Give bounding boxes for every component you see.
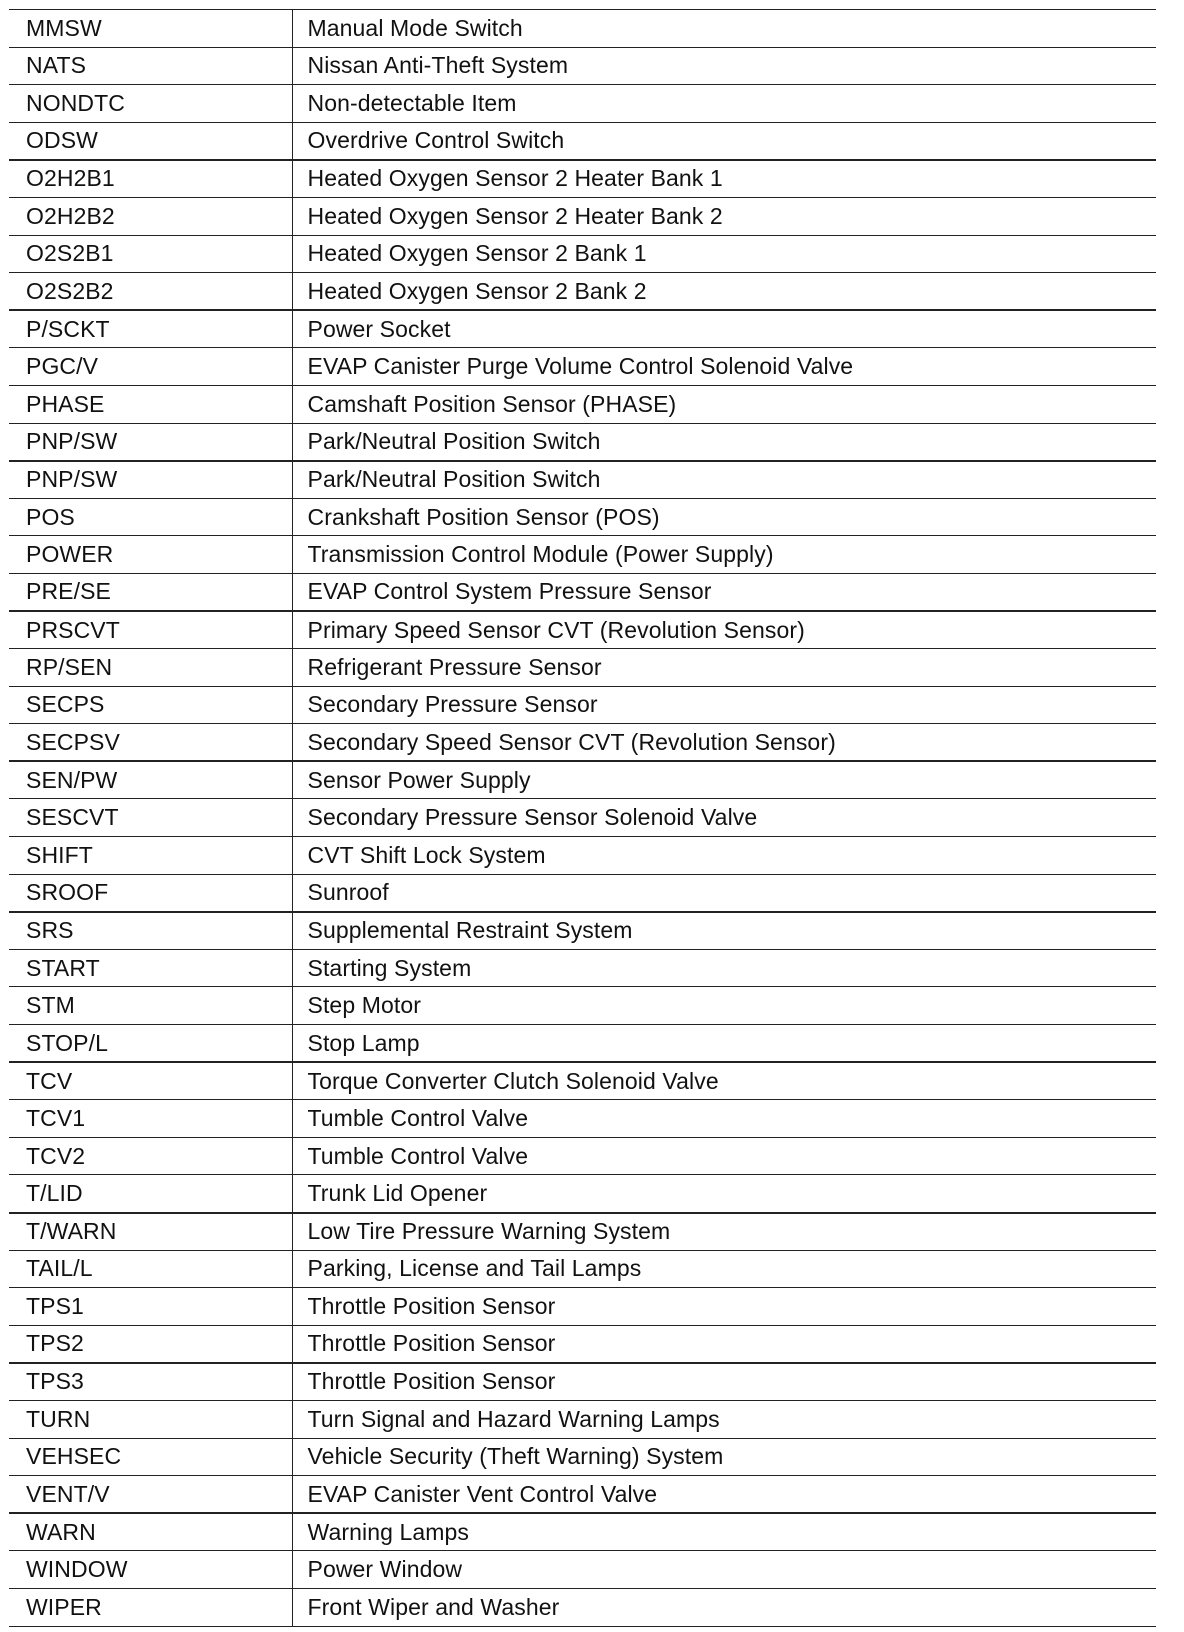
abbreviation-code: O2S2B2: [9, 273, 292, 311]
abbreviation-code: NONDTC: [9, 85, 292, 123]
table-row: [9, 1288, 1156, 1326]
abbreviation-code: O2H2B2: [9, 197, 292, 235]
abbreviation-description: Sensor Power Supply: [292, 761, 1156, 799]
table-row: [9, 573, 1156, 611]
table-row: [9, 122, 1156, 160]
abbreviation-code: NATS: [9, 47, 292, 85]
abbreviation-description: Tumble Control Valve: [292, 1137, 1156, 1175]
abbreviation-description: Supplemental Restraint System: [292, 912, 1156, 950]
abbreviation-description: Secondary Pressure Sensor Solenoid Valve: [292, 799, 1156, 837]
abbreviation-code: WARN: [9, 1513, 292, 1551]
abbreviation-code: TPS1: [9, 1288, 292, 1326]
table-row: [9, 1513, 1156, 1551]
table-row: [9, 498, 1156, 536]
abbreviation-code: MMSW: [9, 10, 292, 48]
abbreviation-description: Refrigerant Pressure Sensor: [292, 649, 1156, 687]
table-row: [9, 235, 1156, 273]
abbreviation-description: Park/Neutral Position Switch: [292, 461, 1156, 499]
abbreviation-description: Nissan Anti-Theft System: [292, 47, 1156, 85]
table-row: [9, 1438, 1156, 1476]
table-row: [9, 1137, 1156, 1175]
table-row: [9, 837, 1156, 875]
abbreviation-description: EVAP Canister Vent Control Valve: [292, 1476, 1156, 1514]
table-row: [9, 1250, 1156, 1288]
table-row: [9, 1588, 1156, 1626]
table-row: [9, 85, 1156, 123]
abbreviation-table: [9, 9, 1156, 1627]
abbreviation-description: Front Wiper and Washer: [292, 1588, 1156, 1626]
abbreviation-code: PHASE: [9, 385, 292, 423]
table-row: [9, 1551, 1156, 1589]
abbreviation-code: SECPSV: [9, 724, 292, 762]
table-row: [9, 1213, 1156, 1251]
abbreviation-description: Torque Converter Clutch Solenoid Valve: [292, 1062, 1156, 1100]
abbreviation-description: Throttle Position Sensor: [292, 1325, 1156, 1363]
abbreviation-code: SRS: [9, 912, 292, 950]
abbreviation-code: TAIL/L: [9, 1250, 292, 1288]
table-row: [9, 1476, 1156, 1514]
abbreviation-code: PNP/SW: [9, 423, 292, 461]
table-row: [9, 385, 1156, 423]
table-row: [9, 310, 1156, 348]
abbreviation-description: Warning Lamps: [292, 1513, 1156, 1551]
table-row: [9, 1025, 1156, 1063]
abbreviation-description: Power Window: [292, 1551, 1156, 1589]
abbreviation-description: Overdrive Control Switch: [292, 122, 1156, 160]
abbreviation-code: PGC/V: [9, 348, 292, 386]
abbreviation-table-container: [9, 9, 1156, 1627]
abbreviation-code: STM: [9, 987, 292, 1025]
table-row: [9, 1175, 1156, 1213]
table-row: [9, 348, 1156, 386]
abbreviation-description: Heated Oxygen Sensor 2 Heater Bank 1: [292, 160, 1156, 198]
abbreviation-description: Heated Oxygen Sensor 2 Bank 2: [292, 273, 1156, 311]
table-row: [9, 686, 1156, 724]
abbreviation-description: Camshaft Position Sensor (PHASE): [292, 385, 1156, 423]
abbreviation-code: PRSCVT: [9, 611, 292, 649]
abbreviation-code: TPS3: [9, 1363, 292, 1401]
abbreviation-description: Power Socket: [292, 310, 1156, 348]
abbreviation-code: POS: [9, 498, 292, 536]
abbreviation-code: SEN/PW: [9, 761, 292, 799]
table-row: [9, 1400, 1156, 1438]
abbreviation-code: TPS2: [9, 1325, 292, 1363]
abbreviation-description: Trunk Lid Opener: [292, 1175, 1156, 1213]
table-row: [9, 611, 1156, 649]
table-row: [9, 1100, 1156, 1138]
abbreviation-description: Throttle Position Sensor: [292, 1363, 1156, 1401]
abbreviation-description: EVAP Control System Pressure Sensor: [292, 573, 1156, 611]
abbreviation-code: WIPER: [9, 1588, 292, 1626]
abbreviation-code: RP/SEN: [9, 649, 292, 687]
abbreviation-description: Throttle Position Sensor: [292, 1288, 1156, 1326]
abbreviation-description: Starting System: [292, 949, 1156, 987]
table-row: [9, 1062, 1156, 1100]
abbreviation-description: Transmission Control Module (Power Supply): [292, 536, 1156, 574]
abbreviation-code: O2S2B1: [9, 235, 292, 273]
table-row: [9, 10, 1156, 48]
abbreviation-code: PNP/SW: [9, 461, 292, 499]
abbreviation-code: O2H2B1: [9, 160, 292, 198]
abbreviation-code: SROOF: [9, 874, 292, 912]
abbreviation-description: Manual Mode Switch: [292, 10, 1156, 48]
table-row: [9, 874, 1156, 912]
abbreviation-description: Heated Oxygen Sensor 2 Heater Bank 2: [292, 197, 1156, 235]
abbreviation-description: Sunroof: [292, 874, 1156, 912]
table-row: [9, 799, 1156, 837]
abbreviation-description: Heated Oxygen Sensor 2 Bank 1: [292, 235, 1156, 273]
abbreviation-description: Crankshaft Position Sensor (POS): [292, 498, 1156, 536]
abbreviation-code: PRE/SE: [9, 573, 292, 611]
abbreviation-code: ODSW: [9, 122, 292, 160]
abbreviation-code: T/WARN: [9, 1213, 292, 1251]
abbreviation-description: Park/Neutral Position Switch: [292, 423, 1156, 461]
abbreviation-code: T/LID: [9, 1175, 292, 1213]
table-row: [9, 197, 1156, 235]
table-row: [9, 47, 1156, 85]
table-row: [9, 912, 1156, 950]
abbreviation-code: WINDOW: [9, 1551, 292, 1589]
table-row: [9, 649, 1156, 687]
abbreviation-code: TURN: [9, 1400, 292, 1438]
table-row: [9, 987, 1156, 1025]
abbreviation-description: EVAP Canister Purge Volume Control Solenoid Valve: [292, 348, 1156, 386]
table-row: [9, 1325, 1156, 1363]
abbreviation-code: TCV1: [9, 1100, 292, 1138]
abbreviation-code: SECPS: [9, 686, 292, 724]
abbreviation-code: TCV: [9, 1062, 292, 1100]
abbreviation-code: VEHSEC: [9, 1438, 292, 1476]
abbreviation-description: CVT Shift Lock System: [292, 837, 1156, 875]
abbreviation-description: Low Tire Pressure Warning System: [292, 1213, 1156, 1251]
abbreviation-description: Parking, License and Tail Lamps: [292, 1250, 1156, 1288]
table-row: [9, 949, 1156, 987]
abbreviation-code: P/SCKT: [9, 310, 292, 348]
abbreviation-description: Secondary Speed Sensor CVT (Revolution Sensor): [292, 724, 1156, 762]
abbreviation-code: START: [9, 949, 292, 987]
table-row: [9, 160, 1156, 198]
abbreviation-description: Vehicle Security (Theft Warning) System: [292, 1438, 1156, 1476]
table-row: [9, 1363, 1156, 1401]
abbreviation-code: TCV2: [9, 1137, 292, 1175]
abbreviation-description: Non-detectable Item: [292, 85, 1156, 123]
abbreviation-description: Secondary Pressure Sensor: [292, 686, 1156, 724]
abbreviation-description: Tumble Control Valve: [292, 1100, 1156, 1138]
abbreviation-code: SESCVT: [9, 799, 292, 837]
abbreviation-table-body: [9, 10, 1156, 1627]
table-row: [9, 461, 1156, 499]
abbreviation-code: POWER: [9, 536, 292, 574]
table-row: [9, 724, 1156, 762]
abbreviation-code: SHIFT: [9, 837, 292, 875]
abbreviation-description: Stop Lamp: [292, 1025, 1156, 1063]
table-row: [9, 536, 1156, 574]
abbreviation-code: STOP/L: [9, 1025, 292, 1063]
table-row: [9, 423, 1156, 461]
abbreviation-description: Step Motor: [292, 987, 1156, 1025]
abbreviation-description: Turn Signal and Hazard Warning Lamps: [292, 1400, 1156, 1438]
table-row: [9, 273, 1156, 311]
table-row: [9, 761, 1156, 799]
abbreviation-code: VENT/V: [9, 1476, 292, 1514]
abbreviation-description: Primary Speed Sensor CVT (Revolution Sensor): [292, 611, 1156, 649]
